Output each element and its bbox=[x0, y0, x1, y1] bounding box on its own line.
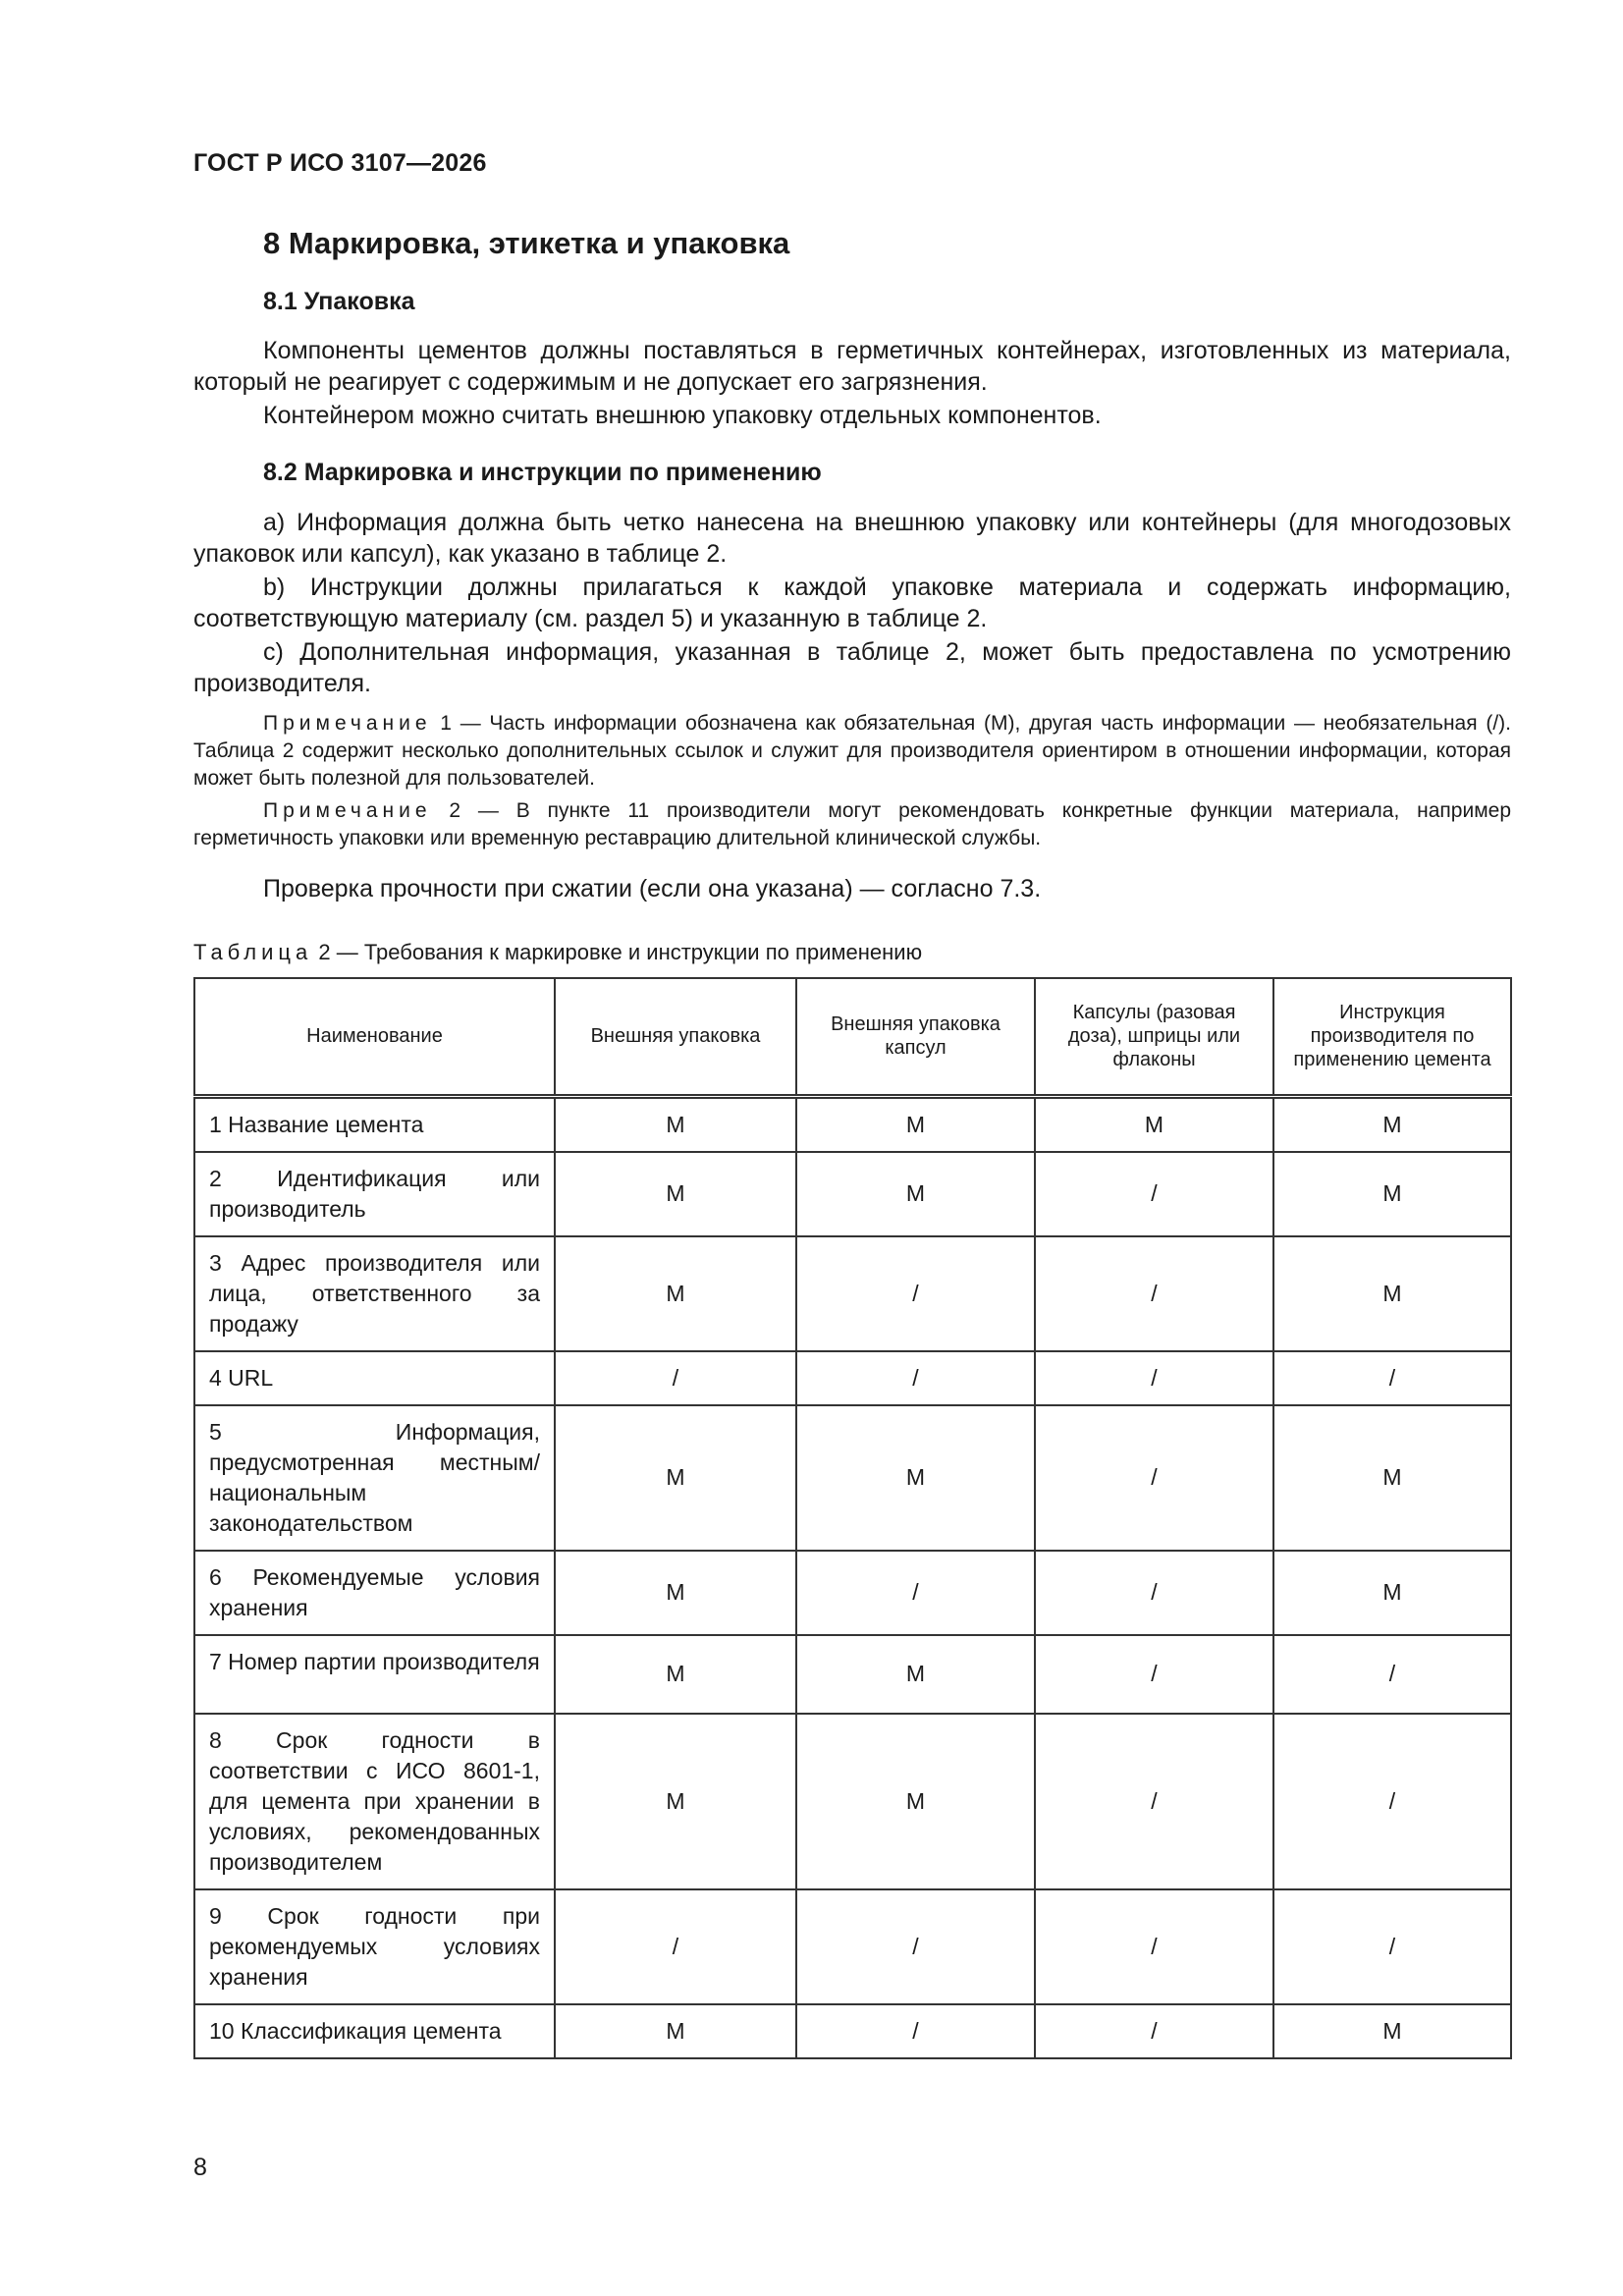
table-cell-value: M bbox=[796, 1635, 1035, 1714]
table-cell-value: / bbox=[796, 1889, 1035, 2004]
paragraph-text: Контейнером можно считать внешнюю упаковку отдельных компонентов. bbox=[263, 402, 1102, 429]
table-cell-value: / bbox=[1035, 1635, 1273, 1714]
table-cell-value: / bbox=[1035, 1551, 1273, 1635]
paragraph-text: Проверка прочности при сжатии (если она указана) — согласно 7.3. bbox=[263, 875, 1042, 902]
table-cell-value: M bbox=[1273, 1551, 1511, 1635]
table-cell-value: M bbox=[796, 1096, 1035, 1152]
table-cell-value: M bbox=[1273, 2004, 1511, 2058]
table-cell-value: M bbox=[555, 1551, 796, 1635]
table-row bbox=[194, 1635, 1511, 1714]
note-text: 1 — Часть информации обозначена как обязательная (M), другая часть информации — необязательная (/). Таблица 2 содержит несколько дополнительных ссылок и служит для производителя ориентиром в отношении информации, которая может быть полезной для пользователей. bbox=[193, 712, 1511, 790]
table-cell-value: M bbox=[555, 1152, 796, 1236]
table-cell-value: / bbox=[1035, 1236, 1273, 1351]
subsection-title-marking: 8.2 Маркировка и инструкции по применению bbox=[263, 459, 822, 486]
table-header-cell: Внешняя упаковка капсул bbox=[796, 978, 1035, 1096]
table-row bbox=[194, 1714, 1511, 1889]
table-row bbox=[194, 1351, 1511, 1405]
table-cell-name: 10 Классификация цемента bbox=[194, 2004, 555, 2058]
table-cell-name: 7 Номер партии производителя bbox=[194, 1635, 555, 1714]
table-cell-value: / bbox=[796, 1551, 1035, 1635]
table-cell-value: M bbox=[555, 1635, 796, 1714]
page-number: 8 bbox=[193, 2154, 207, 2181]
paragraph-text: a) Информация должна быть четко нанесена на внешнюю упаковку или контейнеры (для многодозовых упаковок или капсул), как указано в таблице 2. bbox=[193, 509, 1511, 568]
table-caption-text: 2 — Требования к маркировке и инструкции по применению bbox=[318, 940, 923, 964]
table-cell-value: / bbox=[1273, 1351, 1511, 1405]
table-cell-value: / bbox=[796, 1351, 1035, 1405]
note-2 bbox=[193, 797, 1511, 852]
table-caption bbox=[193, 940, 922, 965]
table-cell-value: M bbox=[796, 1714, 1035, 1889]
paragraph-packaging-1 bbox=[193, 335, 1511, 398]
table-row bbox=[194, 1152, 1511, 1236]
table-cell-value: / bbox=[555, 1889, 796, 2004]
table-header-cell: Инструкция производителя по применению цемента bbox=[1273, 978, 1511, 1096]
table-cell-value: M bbox=[555, 1714, 796, 1889]
table-header-cell: Внешняя упаковка bbox=[555, 978, 796, 1096]
table-cell-name: 8 Срок годности в соответствии с ИСО 8601-1, для цемента при хранении в условиях, рекомендованных производителем bbox=[194, 1714, 555, 1889]
table-cell-value: / bbox=[555, 1351, 796, 1405]
table-cell-value: M bbox=[796, 1152, 1035, 1236]
table-cell-name: 1 Название цемента bbox=[194, 1096, 555, 1152]
table-cell-name: 4 URL bbox=[194, 1351, 555, 1405]
table-header-cell: Капсулы (разовая доза), шприцы или флаконы bbox=[1035, 978, 1273, 1096]
requirements-table bbox=[193, 977, 1512, 2059]
table-cell-value: / bbox=[796, 1236, 1035, 1351]
table-cell-value: / bbox=[1273, 1635, 1511, 1714]
note-text: 2 — В пункте 11 производители могут рекомендовать конкретные функции материала, например герметичность упаковки или временную реставрацию длительной клинической службы. bbox=[193, 799, 1512, 849]
paragraph-text: b) Инструкции должны прилагаться к каждой упаковке материала и содержать информацию, соответствующую материалу (см. раздел 5) и указанную в таблице 2. bbox=[193, 574, 1511, 632]
table-cell-value: / bbox=[796, 2004, 1035, 2058]
table-cell-name: 9 Срок годности при рекомендуемых условиях хранения bbox=[194, 1889, 555, 2004]
paragraph-item-a bbox=[193, 507, 1511, 570]
table-cell-value: M bbox=[1273, 1096, 1511, 1152]
table-row bbox=[194, 1236, 1511, 1351]
table-cell-value: / bbox=[1035, 1714, 1273, 1889]
table-header-cell: Наименование bbox=[194, 978, 555, 1096]
table-row bbox=[194, 1889, 1511, 2004]
table-cell-value: / bbox=[1273, 1889, 1511, 2004]
table-row bbox=[194, 1096, 1511, 1152]
table-cell-name: 6 Рекомендуемые условия хранения bbox=[194, 1551, 555, 1635]
table-cell-value: M bbox=[1273, 1152, 1511, 1236]
paragraph-text: Компоненты цементов должны поставляться в герметичных контейнерах, изготовленных из материала, который не реагирует с содержимым и не допускает его загрязнения. bbox=[193, 337, 1511, 396]
table-cell-value: M bbox=[555, 1236, 796, 1351]
table-cell-value: / bbox=[1273, 1714, 1511, 1889]
table-cell-name: 3 Адрес производителя или лица, ответственного за продажу bbox=[194, 1236, 555, 1351]
table-cell-value: / bbox=[1035, 1152, 1273, 1236]
table-cell-value: / bbox=[1035, 1405, 1273, 1551]
table-caption-label: Таблица bbox=[193, 940, 313, 964]
table-cell-name: 5 Информация, предусмотренная местным/национальным законодательством bbox=[194, 1405, 555, 1551]
table-row bbox=[194, 2004, 1511, 2058]
table-cell-value: / bbox=[1035, 1351, 1273, 1405]
table-cell-value: M bbox=[555, 1405, 796, 1551]
paragraph-packaging-2 bbox=[193, 400, 1511, 431]
section-title: 8 Маркировка, этикетка и упаковка bbox=[263, 226, 790, 260]
document-header: ГОСТ Р ИСО 3107—2026 bbox=[193, 149, 487, 177]
table-cell-value: M bbox=[555, 1096, 796, 1152]
paragraph-text: c) Дополнительная информация, указанная в таблице 2, может быть предоставлена по усмотрению производителя. bbox=[193, 638, 1511, 697]
table-cell-value: M bbox=[1273, 1405, 1511, 1551]
table-cell-value: M bbox=[1273, 1236, 1511, 1351]
table-row bbox=[194, 1551, 1511, 1635]
table-cell-value: / bbox=[1035, 1889, 1273, 2004]
paragraph-compression-check bbox=[193, 873, 1511, 904]
table-cell-value: M bbox=[796, 1405, 1035, 1551]
table-cell-value: / bbox=[1035, 2004, 1273, 2058]
table-cell-value: M bbox=[1035, 1096, 1273, 1152]
paragraph-item-c bbox=[193, 636, 1511, 699]
note-label: Примечание bbox=[263, 712, 432, 735]
table-cell-value: M bbox=[555, 2004, 796, 2058]
paragraph-item-b bbox=[193, 572, 1511, 634]
note-1 bbox=[193, 710, 1511, 793]
table-header-row bbox=[194, 978, 1511, 1096]
table-row bbox=[194, 1405, 1511, 1551]
table-cell-name: 2 Идентификация или производитель bbox=[194, 1152, 555, 1236]
subsection-title-packaging: 8.1 Упаковка bbox=[263, 288, 415, 315]
note-label: Примечание bbox=[263, 799, 432, 822]
